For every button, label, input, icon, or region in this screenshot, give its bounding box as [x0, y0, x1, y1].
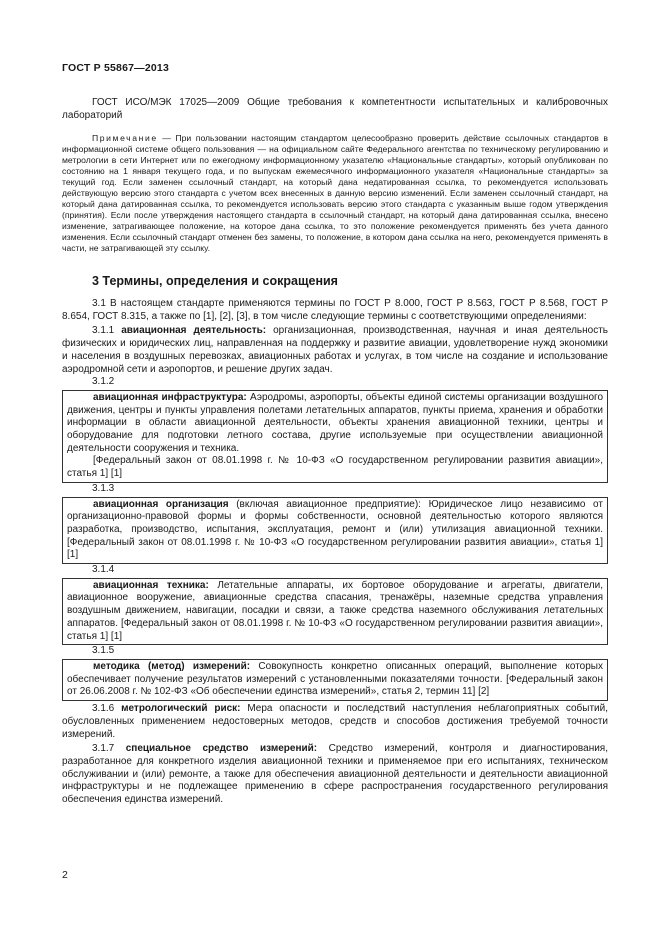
note-label: Примечание: [92, 133, 158, 143]
term-number: 3.1.6: [92, 703, 115, 715]
document-code-header: ГОСТ Р 55867—2013: [62, 62, 170, 74]
term-box-3-1-3: [62, 497, 608, 565]
section-title: 3 Термины, определения и сокращения: [92, 274, 338, 288]
term-entry-3-1-7: [62, 743, 608, 807]
term-definition: (включая авиационное предприятие): Юридическое лицо независимо от организационно-правовой формы и формы собственности, основной деятельностью которого являются разработка, производство, испытания, эксплуатация, ремонт и (или) утилизация авиационной техники. [Федеральный закон от 08.01.1998 г. № 10-ФЗ «О государственном регулировании развития авиации», статья 1] [1]: [67, 498, 603, 561]
term-name: специальное средство измерений:: [125, 743, 318, 755]
term-number-3-1-4: 3.1.4: [92, 564, 115, 576]
term-definition: Летательные аппараты, их бортовое оборудование и агрегаты, двигатели, авиационное вооружение, авиационные средства спасания, тренажёры, наземные средства управления воздушным движением, навигации, посадки и связи, а также средства наземного обслуживания летательных аппаратов. [Федеральный закон от 08.01.1998 г. № 10-ФЗ «О государственном регулировании развития авиации», статья 1] [1]: [67, 579, 603, 642]
term-number: 3.1.7: [92, 743, 115, 755]
term-entry-3-1-3: [67, 499, 603, 563]
term-name: авиационная организация: [93, 498, 229, 510]
term-name: метрологический риск:: [121, 703, 241, 715]
term-name: авиационная техника:: [93, 579, 209, 591]
term-name: авиационная деятельность:: [121, 325, 267, 337]
page-number: 2: [62, 869, 68, 881]
term-entry-3-1-4: [67, 580, 603, 644]
note-text: — При пользовании настоящим стандартом целесообразно проверить действие ссылочных стандартов в информационной системе общего пользования — на официальном сайте Федерального агентства по техническому регулированию и метрологии в сети Интернет или по ежегодному информационному указателю «Национальные стандарты», который опубликован по состоянию на 1 января текущего года, и по выпускам ежемесячного информационного указателя «Национальные стандарты» за текущий год. Если заменен ссылочный стандарт, на который дана недатированная ссылка, то рекомендуется использовать действующую версию этого стандарта с учетом всех внесенных в данную версию изменений. Если заменен ссылочный стандарт, на который дана датированная ссылка, то рекомендуется использовать версию этого стандарта с указанным выше годом утверждения (принятия). Если после утверждения настоящего стандарта в ссылочный стандарт, на который дана датированная ссылка, внесено изменение, затрагивающее положение, на которое дана ссылка, то это положение рекомендуется применять без учета данного изменения. Если ссылочный стандарт отменен без замены, то положение, в котором дана ссылка на него, рекомендуется применять в части, не затрагивающей эту ссылку.: [62, 133, 608, 253]
normative-reference: ГОСТ ИСО/МЭК 17025—2009 Общие требования к компетентности испытательных и калибровочных лабораторий: [62, 97, 608, 121]
term-name: методика (метод) измерений:: [93, 660, 251, 672]
term-source: [Федеральный закон от 08.01.1998 г. № 10-ФЗ «О государственном регулировании развития авиации», статья 1] [1]: [67, 455, 603, 480]
term-box-3-1-2: [62, 390, 608, 483]
page-content: [62, 92, 608, 807]
term-number: 3.1.1: [92, 325, 115, 337]
term-definition: организационная, производственная, научная и иная деятельность физических и юридических лиц, направленная на поддержку и развитие авиации, удовлетворение нужд экономики и населения в воздушных перевозках, авиационных работах и услугах, в том числе на создание и использование аэродромной сети и аэропортов, и решение других задач.: [62, 325, 608, 375]
terms-intro: 3.1 В настоящем стандарте применяются термины по ГОСТ Р 8.000, ГОСТ Р 8.563, ГОСТ Р 8.568, ГОСТ Р 8.654, ГОСТ 8.315, а также по [1], [2], [3], в том числе следующие термины с соответствующими определениями:: [62, 298, 608, 322]
term-definition: Средство измерений, контроля и диагностирования, разработанное для конкретного изделия авиационной техники и применяемое при его испытаниях, техническом обслуживании и (или) ремонте, а также для обеспечения авиационной деятельности и деятельности авиационной инфраструктуры и не подлежащее применению в сфере распространения государственного регулирования обеспечения единства измерений.: [62, 743, 608, 806]
term-definition: Аэродромы, аэропорты, объекты единой системы организации воздушного движения, центры и пункты управления полетами летательных аппаратов, пункты приема, хранения и обработки информации в области авиационной деятельности, объекты хранения авиационной техники, центры и оборудование для подготовки летного состава, другие используемые при осуществлении авиационной деятельности сооружения и техника.: [67, 391, 604, 454]
term-entry-3-1-6: [62, 703, 608, 741]
term-number-3-1-3: 3.1.3: [92, 482, 115, 494]
term-entry-3-1-1: [62, 325, 608, 376]
term-box-3-1-4: [62, 578, 608, 646]
term-box-3-1-5: [62, 659, 608, 701]
term-definition: Мера опасности и последствий наступления неблагоприятных событий, обусловленных применением недостоверных методов, средств и способов достижения требуемой точности измерений.: [62, 703, 609, 740]
term-entry-3-1-5: [67, 661, 603, 699]
term-number-3-1-2: 3.1.2: [92, 376, 115, 388]
term-name: авиационная инфраструктура:: [93, 391, 247, 403]
term-number-3-1-5: 3.1.5: [92, 645, 115, 657]
term-entry-3-1-2: [67, 392, 603, 456]
term-definition: Совокупность конкретно описанных операций, выполнение которых обеспечивает получение результатов измерений с установленными показателями точности. [Федеральный закон от 26.06.2008 г. № 102-ФЗ «Об обеспечении единства измерений», статья 2, термин 11] [2]: [67, 660, 603, 698]
note-paragraph: [62, 133, 608, 254]
